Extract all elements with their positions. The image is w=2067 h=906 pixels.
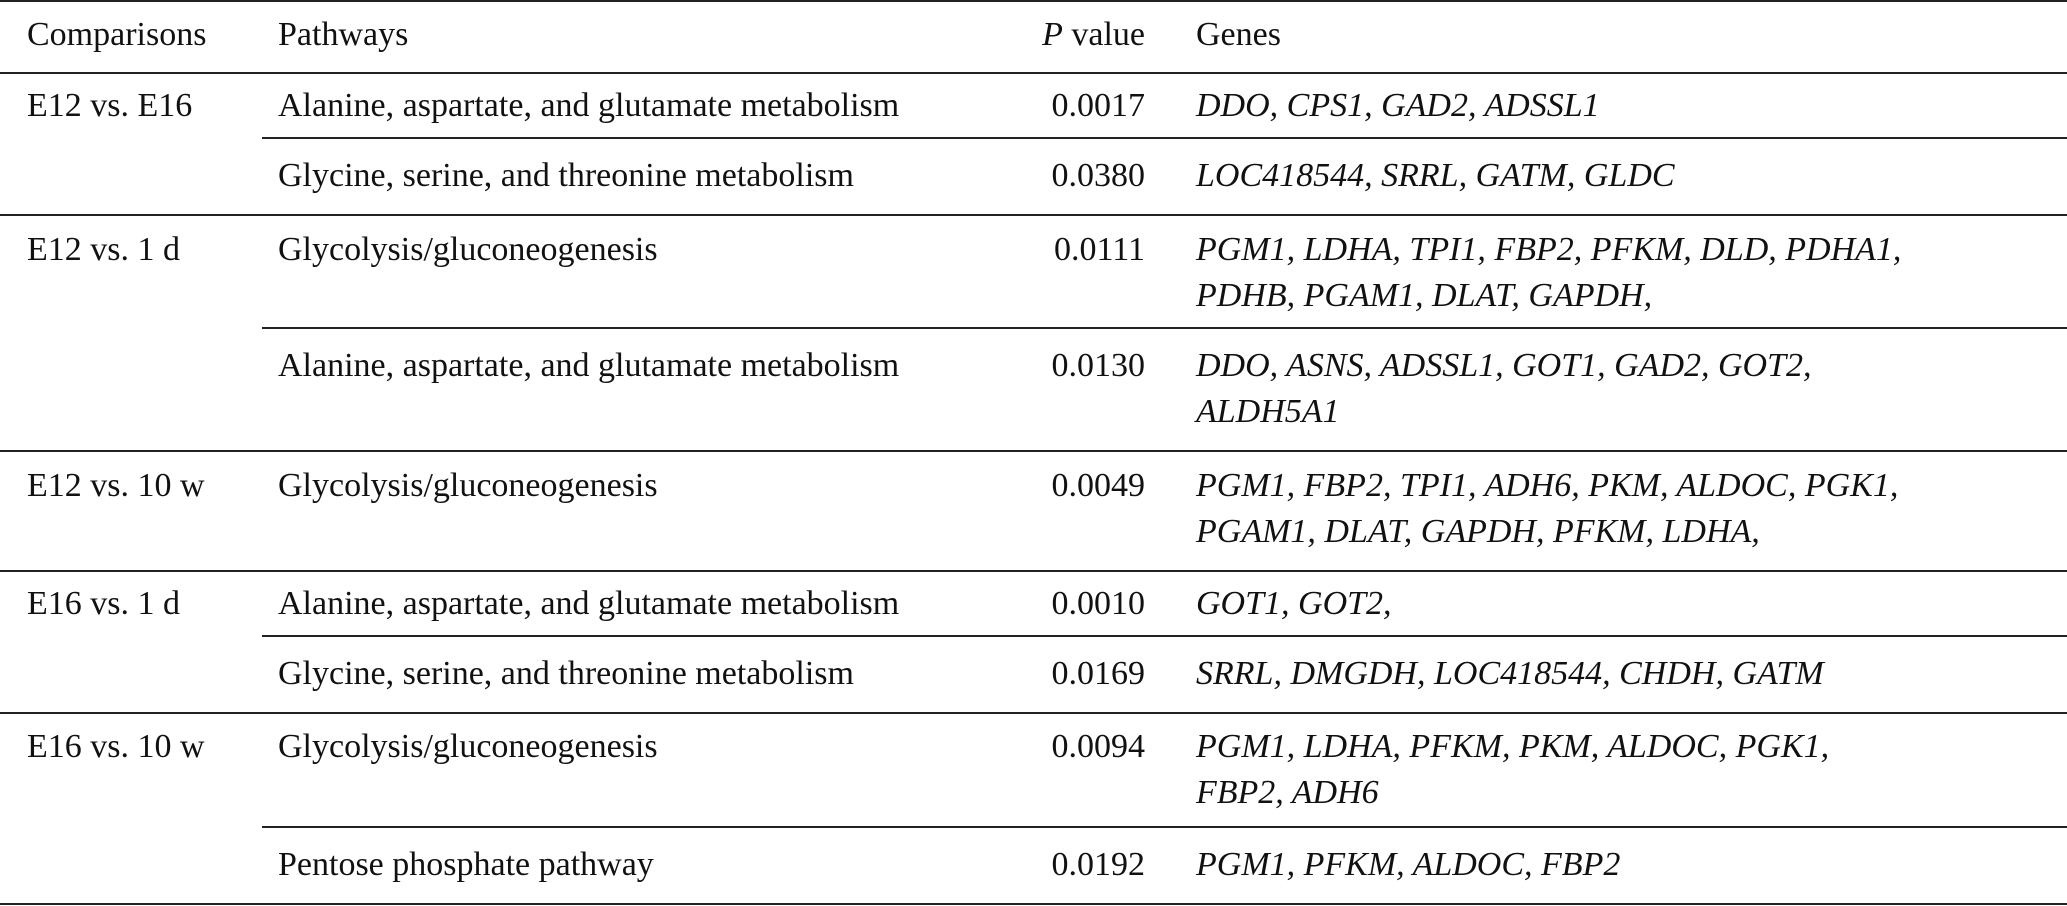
pvalue-cell: 0.0049: [1051, 467, 1145, 504]
genes-line: DDO, ASNS, ADSSL1, GOT1, GAD2, GOT2,: [1196, 347, 1812, 384]
genes-cell: [1196, 153, 1675, 199]
row-divider-partial: [262, 635, 2067, 637]
genes-line: DDO, CPS1, GAD2, ADSSL1: [1196, 87, 1600, 124]
table-top-rule: [0, 0, 2067, 2]
comparison-cell: E12 vs. 1 d: [27, 231, 180, 268]
header-pathways: Pathways: [278, 16, 409, 53]
pathway-cell: Glycolysis/gluconeogenesis: [278, 231, 658, 268]
group-rule: [0, 712, 2067, 714]
pathway-cell: Glycolysis/gluconeogenesis: [278, 467, 658, 504]
pathway-cell: Glycolysis/gluconeogenesis: [278, 728, 658, 765]
group-rule: [0, 450, 2067, 452]
header-comparisons: Comparisons: [27, 16, 207, 53]
genes-cell: [1196, 724, 1829, 816]
header-rule: [0, 72, 2067, 74]
genes-line: FBP2, ADH6: [1196, 774, 1379, 811]
pvalue-cell: 0.0380: [1051, 157, 1145, 194]
pvalue-cell: 0.0169: [1051, 655, 1145, 692]
genes-cell: [1196, 343, 1812, 435]
row-divider-partial: [262, 826, 2067, 828]
pathway-cell: Alanine, aspartate, and glutamate metabolism: [278, 585, 900, 622]
genes-line: PGM1, LDHA, TPI1, FBP2, PFKM, DLD, PDHA1,: [1196, 231, 1902, 268]
pathway-cell: Glycine, serine, and threonine metabolism: [278, 157, 854, 194]
genes-line: PGM1, LDHA, PFKM, PKM, ALDOC, PGK1,: [1196, 728, 1830, 765]
pathway-cell: Glycine, serine, and threonine metabolism: [278, 655, 854, 692]
genes-line: ALDH5A1: [1196, 393, 1340, 430]
genes-line: GOT1, GOT2,: [1196, 585, 1392, 622]
row-divider-partial: [262, 327, 2067, 329]
genes-cell: [1196, 651, 1824, 697]
pvalue-cell: 0.0111: [1054, 231, 1145, 268]
genes-cell: [1196, 842, 1620, 888]
header-pvalue: [1020, 12, 1145, 58]
genes-line: PDHB, PGAM1, DLAT, GAPDH,: [1196, 277, 1653, 314]
comparison-cell: E16 vs. 10 w: [27, 728, 205, 765]
pathway-cell: Alanine, aspartate, and glutamate metabolism: [278, 87, 900, 124]
genes-line: PGAM1, DLAT, GAPDH, PFKM, LDHA,: [1196, 513, 1760, 550]
pathway-cell: Alanine, aspartate, and glutamate metabolism: [278, 347, 900, 384]
genes-cell: [1196, 581, 1392, 627]
table-bottom-rule: [0, 903, 2067, 905]
genes-line: PGM1, FBP2, TPI1, ADH6, PKM, ALDOC, PGK1,: [1196, 467, 1899, 504]
genes-line: LOC418544, SRRL, GATM, GLDC: [1196, 157, 1675, 194]
pvalue-cell: 0.0192: [1051, 846, 1145, 883]
pvalue-cell: 0.0017: [1051, 87, 1145, 124]
genes-line: PGM1, PFKM, ALDOC, FBP2: [1196, 846, 1621, 883]
group-rule: [0, 570, 2067, 572]
group-rule: [0, 214, 2067, 216]
header-genes: Genes: [1196, 16, 1281, 53]
row-divider-partial: [262, 137, 2067, 139]
pvalue-cell: 0.0010: [1051, 585, 1145, 622]
header-pvalue-symbol: P: [1042, 16, 1063, 53]
pathway-cell: Pentose phosphate pathway: [278, 846, 654, 883]
pvalue-cell: 0.0130: [1051, 347, 1145, 384]
header-pvalue-label: value: [1062, 16, 1145, 53]
genes-cell: [1196, 227, 1901, 319]
comparison-cell: E12 vs. E16: [27, 87, 193, 124]
genes-line: SRRL, DMGDH, LOC418544, CHDH, GATM: [1196, 655, 1824, 692]
genes-cell: [1196, 463, 1898, 555]
comparison-cell: E12 vs. 10 w: [27, 467, 205, 504]
genes-cell: [1196, 83, 1600, 129]
pvalue-cell: 0.0094: [1051, 728, 1145, 765]
comparison-cell: E16 vs. 1 d: [27, 585, 180, 622]
